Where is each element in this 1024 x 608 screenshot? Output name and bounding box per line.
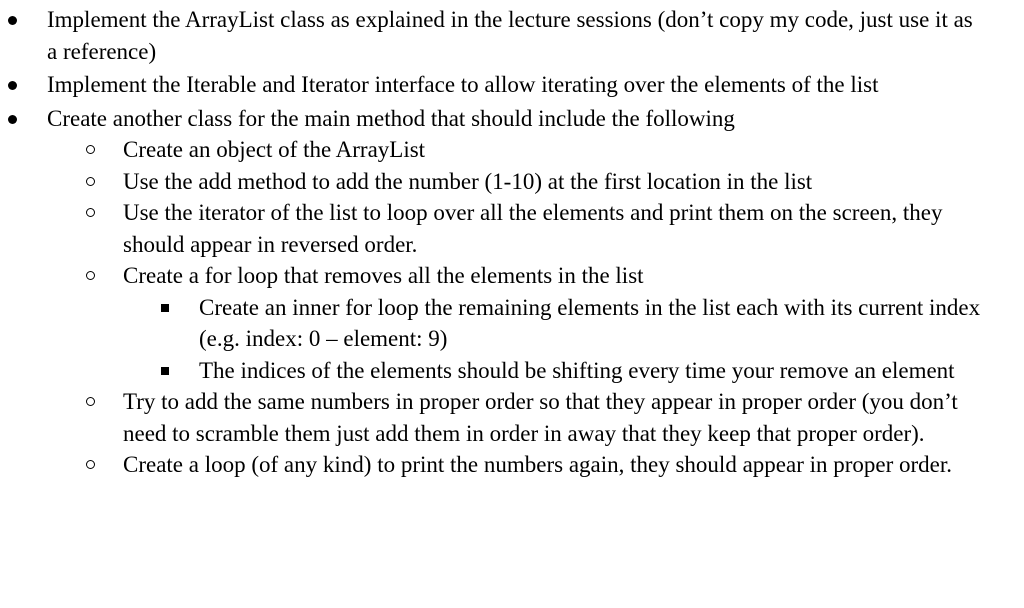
bullet-circle-icon [86, 145, 95, 154]
main-method-sublist [47, 134, 984, 481]
sublist-item-text: Create an object of the ArrayList [123, 137, 426, 162]
nested-item [123, 355, 984, 387]
sublist-item [47, 134, 984, 166]
list-item-text: Implement the ArrayList class as explained in the lecture sessions (don’t copy my code, just use it as a reference) [47, 7, 973, 64]
list-item-text: Implement the Iterable and Iterator interface to allow iterating over the elements of the list [47, 72, 879, 97]
bullet-circle-icon [86, 397, 95, 406]
bullet-circle-icon [86, 177, 95, 186]
bullet-disc-icon [8, 81, 17, 90]
list-item [0, 69, 1024, 101]
sublist-item [47, 197, 984, 260]
sublist-item-text: Create a loop (of any kind) to print the numbers again, they should appear in proper order. [123, 452, 953, 477]
remove-loop-sublist [123, 292, 984, 387]
sublist-item [47, 260, 984, 386]
sublist-item [47, 386, 984, 449]
nested-item-text: The indices of the elements should be shifting every time your remove an element [199, 357, 955, 383]
sublist-item-text: Use the add method to add the number (1-10) at the first location in the list [123, 168, 813, 194]
nested-item [123, 292, 984, 355]
sublist-item [47, 166, 984, 198]
sublist-item-text: Try to add the same numbers in proper order so that they appear in proper order (you don’t need to scramble them just add them in order in away that they keep that proper order). [123, 389, 958, 446]
bullet-disc-icon [8, 115, 17, 124]
nested-item-text: Create an inner for loop the remaining elements in the list each with its current index (e.g. index: 0 – element: 9) [199, 294, 981, 351]
sublist-item [47, 449, 984, 481]
requirements-list [0, 4, 1024, 481]
sublist-item-text: Create a for loop that removes all the elements in the list [123, 263, 644, 288]
bullet-square-icon [161, 304, 169, 312]
sublist-item-text: Use the iterator of the list to loop over all the elements and print them on the screen, they should appear in reversed order. [123, 200, 943, 257]
bullet-circle-icon [86, 460, 95, 469]
list-item [0, 103, 1024, 481]
bullet-circle-icon [86, 271, 95, 280]
bullet-circle-icon [86, 208, 95, 217]
bullet-square-icon [161, 367, 169, 375]
bullet-disc-icon [8, 16, 17, 25]
list-item [0, 4, 1024, 67]
list-item-text: Create another class for the main method that should include the following [47, 105, 735, 131]
